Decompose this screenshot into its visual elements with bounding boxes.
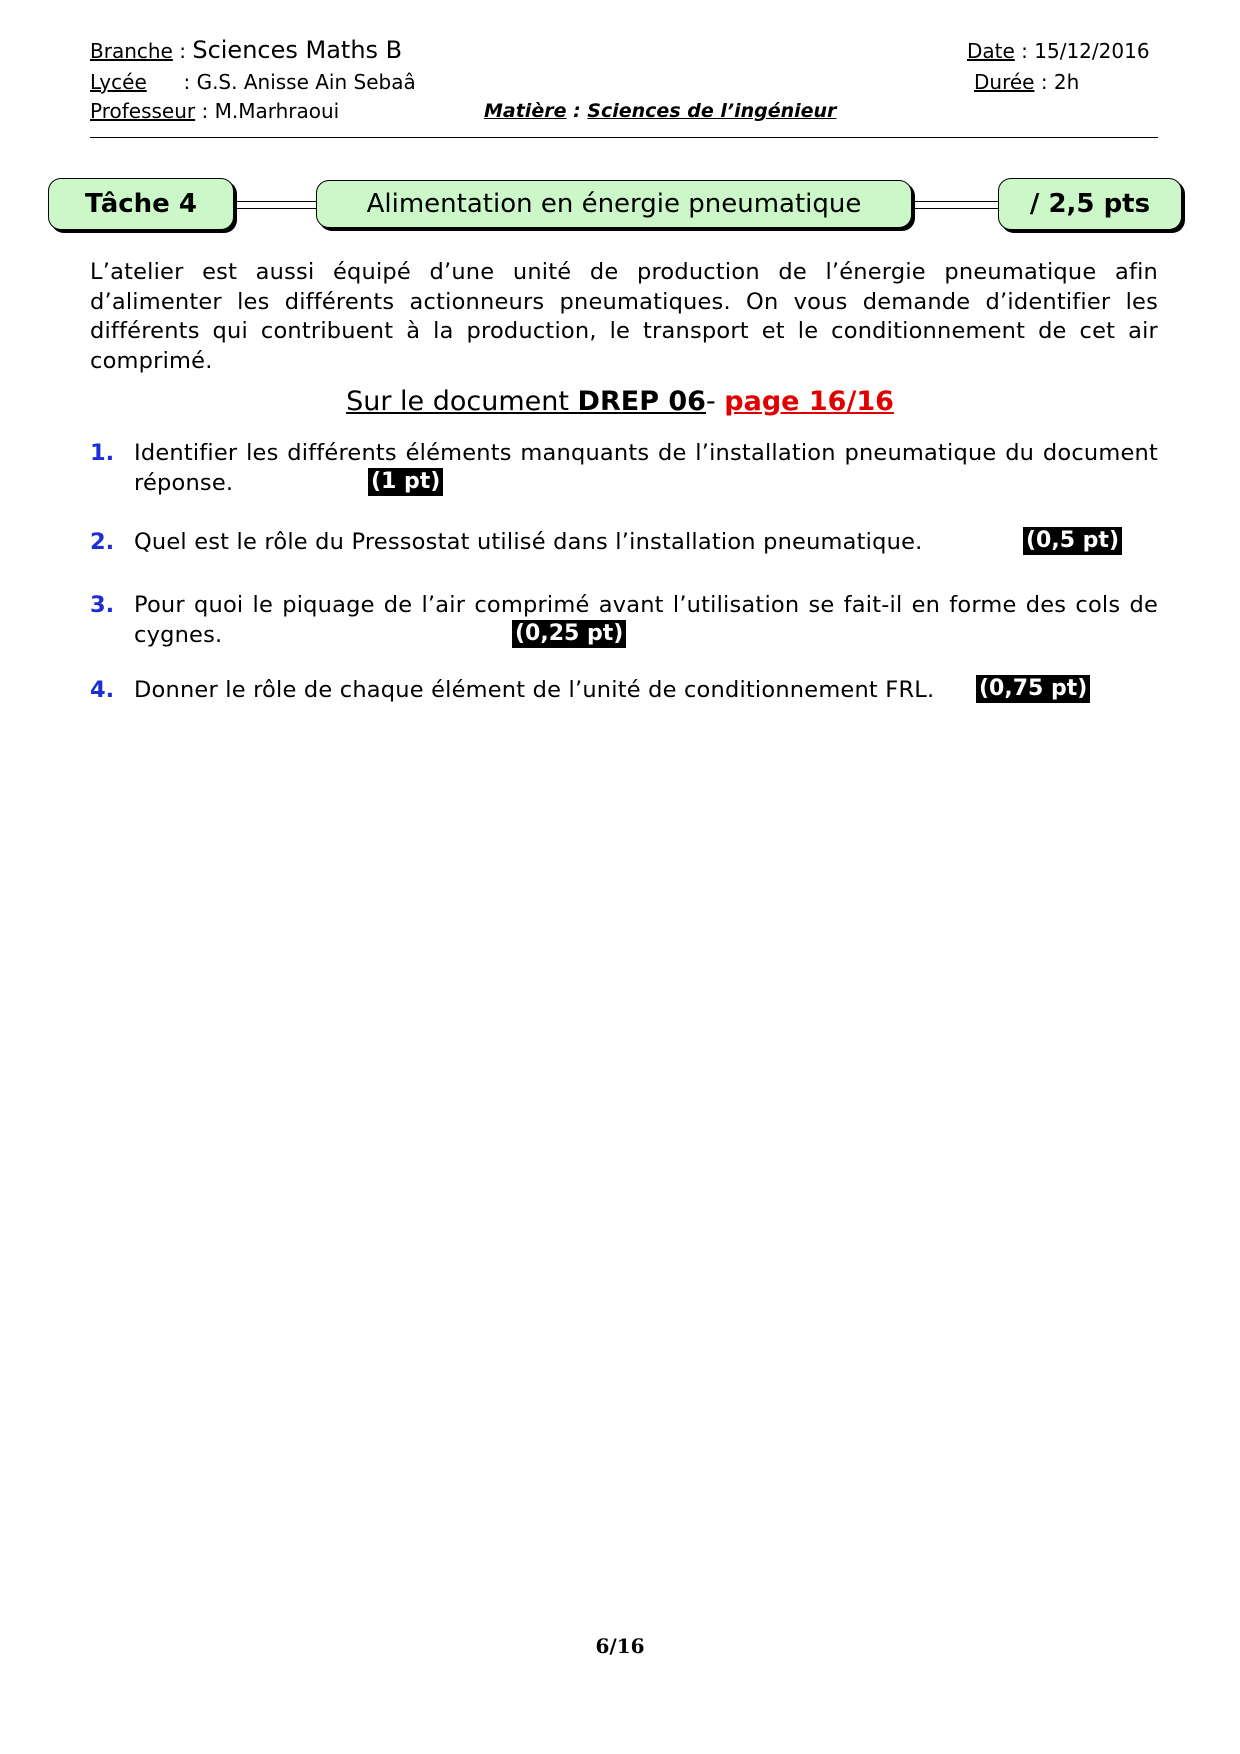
question-points: (0,75 pt) [976,675,1090,703]
question-4 [90,675,1158,707]
header-divider [90,137,1158,138]
header-date [967,39,1150,63]
question-number: 4. [90,677,115,703]
page-number: 6/16 [595,1634,645,1658]
task-label-pill [48,178,234,230]
task-points-pill [998,178,1182,230]
intro-paragraph: L’atelier est aussi équipé d’une unité de production de l’énergie pneumatique afin d’alimenter les différents actionneurs pneumatiques. On vous demande d’identifier les différents qui contribuent à la production, le transport et le conditionnement de cet air comprimé. [90,259,1158,374]
question-3 [90,590,1158,654]
banner-connector-left [233,201,316,209]
lycee-label: Lycée [90,70,147,94]
question-number: 3. [90,592,115,618]
header-professeur [90,99,339,123]
date-value: : 15/12/2016 [1021,39,1150,63]
question-text: Pour quoi le piquage de l’air comprimé avant l’utilisation se fait-il en forme des cols de cygnes. [134,592,1158,648]
question-text: Identifier les différents éléments manquants de l’installation pneumatique du document réponse. [134,440,1158,496]
question-number: 2. [90,529,115,555]
question-points: (0,25 pt) [512,620,626,648]
question-text: Donner le rôle de chaque élément de l’unité de conditionnement FRL. [134,677,935,703]
question-text: Quel est le rôle du Pressostat utilisé dans l’installation pneumatique. [134,529,923,555]
task-label: Tâche 4 [85,189,197,219]
banner-connector-right [912,201,998,209]
task-title-pill [316,180,912,228]
matiere-separator: : [566,100,588,122]
matiere-label: Matière [484,100,567,122]
question-2 [90,527,1158,559]
task-title: Alimentation en énergie pneumatique [366,189,862,219]
doc-ref-dash: - [705,386,725,417]
task-points: / 2,5 pts [1029,189,1151,219]
header-duree [974,70,1079,94]
matiere-value: Sciences de l’ingénieur [587,100,837,122]
professeur-label: Professeur [90,99,196,123]
document-reference [0,386,1240,417]
duree-label: Durée [974,70,1035,94]
branche-label: Branche [90,39,173,63]
date-label: Date [967,39,1015,63]
question-1 [90,438,1158,502]
doc-ref-prefix: Sur le document [346,386,578,417]
branche-value: Sciences Maths B [192,36,403,64]
header-matiere [484,100,836,122]
question-points: (1 pt) [368,468,443,496]
header-branche: Branche : Sciences Maths B [90,36,403,64]
doc-ref-page: page 16/16 [724,386,894,417]
lycee-value: : G.S. Anisse Ain Sebaâ [183,70,416,94]
header-lycee [90,70,416,94]
doc-ref-code: DREP 06 [577,386,706,417]
professeur-value: : M.Marhraoui [201,99,340,123]
question-points: (0,5 pt) [1023,527,1122,555]
question-number: 1. [90,440,115,466]
duree-value: : 2h [1040,70,1080,94]
